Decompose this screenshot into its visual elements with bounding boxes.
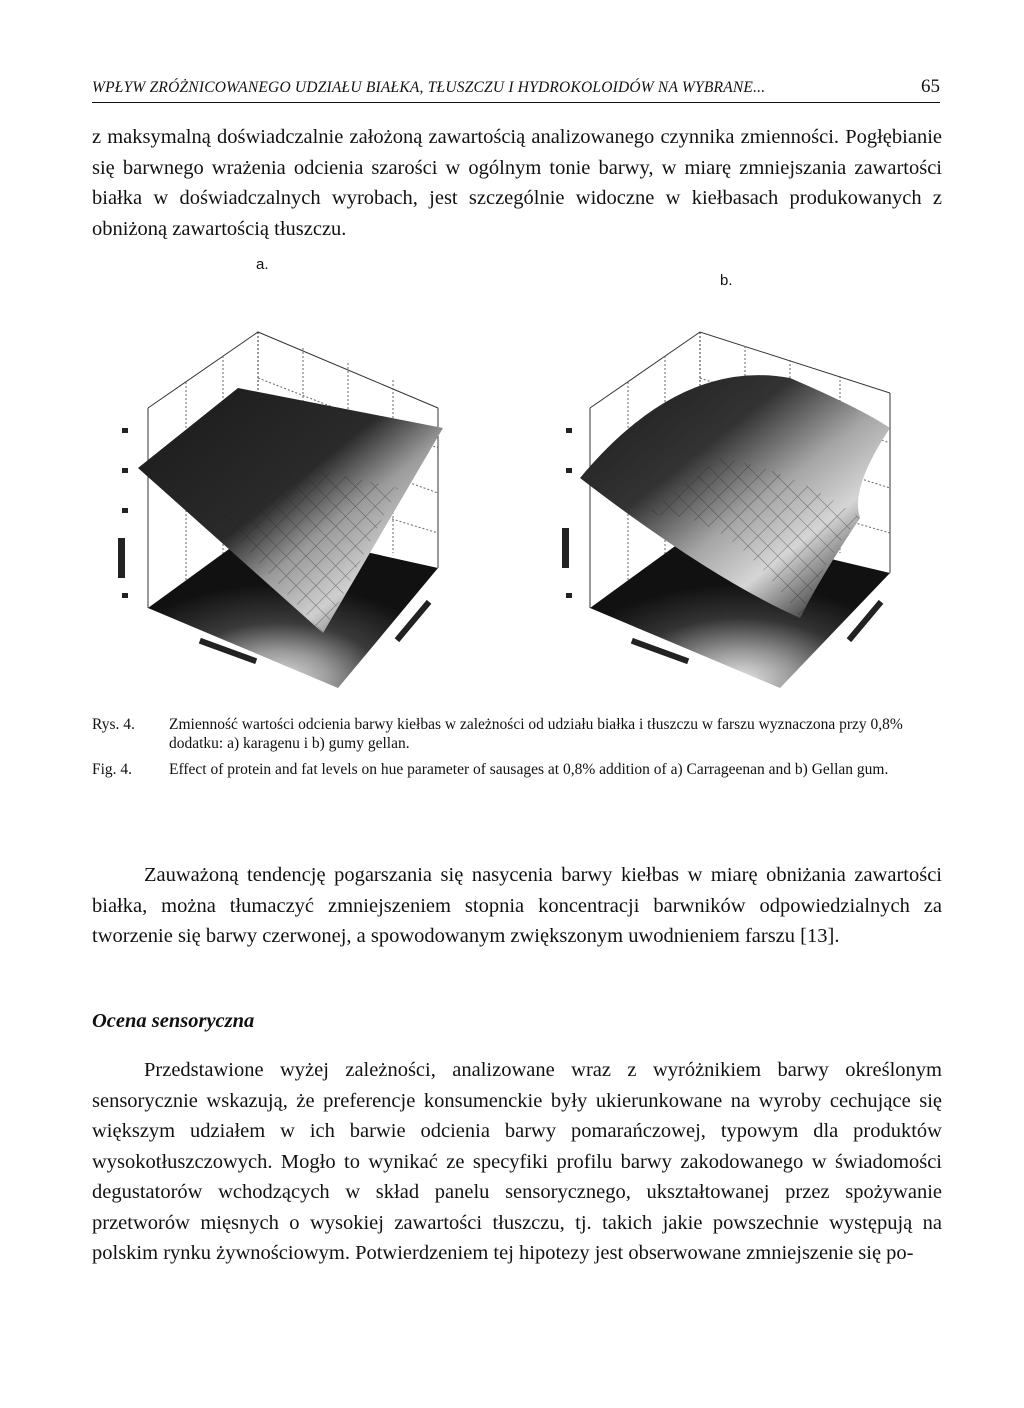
surface-plot-b — [560, 318, 920, 703]
caption-en-text: Effect of protein and fat levels on hue parameter of sausages at 0,8% addition of a) Carrageenan and b) Gellan gum. — [169, 761, 889, 778]
running-title: WPŁYW ZRÓŻNICOWANEGO UDZIAŁU BIAŁKA, TŁUSZCZU I HYDROKOLOIDÓW NA WYBRANE... — [92, 79, 766, 96]
running-header — [92, 76, 940, 103]
caption-en-label: Fig. 4. — [92, 761, 133, 778]
panel-b-label: b. — [720, 272, 733, 289]
caption-pl-text: Zmienność wartości odcienia barwy kiełbas w zależności od udziału białka i tłuszczu w farszu wyznaczona przy 0,8% dodatku: a) karagenu i b) gumy gellan. — [169, 716, 903, 752]
figure-caption-pl — [92, 715, 942, 753]
paragraph-1: z maksymalną doświadczalnie założoną zawartością analizowanego czynnika zmienności. Pogłębianie się barwnego wrażenia odcienia szarości w ogólnym tonie barwy, w miarę zmniejszania zawartości białka w doświadczalnych wyrobach, jest szczególnie widoczne w kiełbasach produkowanych z obniżoną zawartością tłuszczu. — [92, 126, 942, 240]
paragraph-3: Przedstawione wyżej zależności, analizowane wraz z wyróżnikiem barwy określonym sensorycznie wskazują, że preferencje konsumenckie były ukierunkowane na wyroby cechujące się większym udziałem w ich barwie odcienia barwy pomarańczowej, typowym dla produktów wysokotłuszczowych. Mogło to wynikać ze specyfiki profilu barwy zakodowanego w świadomości degustatorów wchodzących w skład panelu sensorycznego, ukształtowanej przez spożywanie przetworów mięsnych o wysokiej zawartości tłuszczu, tj. takich jakie powszechnie występują na polskim rynku żywnościowym. Potwierdzeniem tej hipotezy jest obserwowane zmniejszenie się po- — [92, 1059, 942, 1264]
panel-a-label: a. — [256, 256, 269, 273]
paragraph-2: Zauważoną tendencję pogarszania się nasycenia barwy kiełbas w miarę obniżania zawartości białka, można tłumaczyć zmniejszeniem stopnia koncentracji barwników odpowiedzialnych za tworzenie się barwy czerwonej, a spowodowanym zwiększonym uwodnieniem farszu [13]. — [92, 864, 942, 947]
caption-pl-label: Rys. 4. — [92, 716, 135, 733]
surface-plot-a — [108, 318, 468, 703]
figure-caption-en — [92, 760, 942, 779]
section-heading: Ocena sensoryczna — [92, 1010, 255, 1032]
page-number: 65 — [921, 76, 940, 97]
